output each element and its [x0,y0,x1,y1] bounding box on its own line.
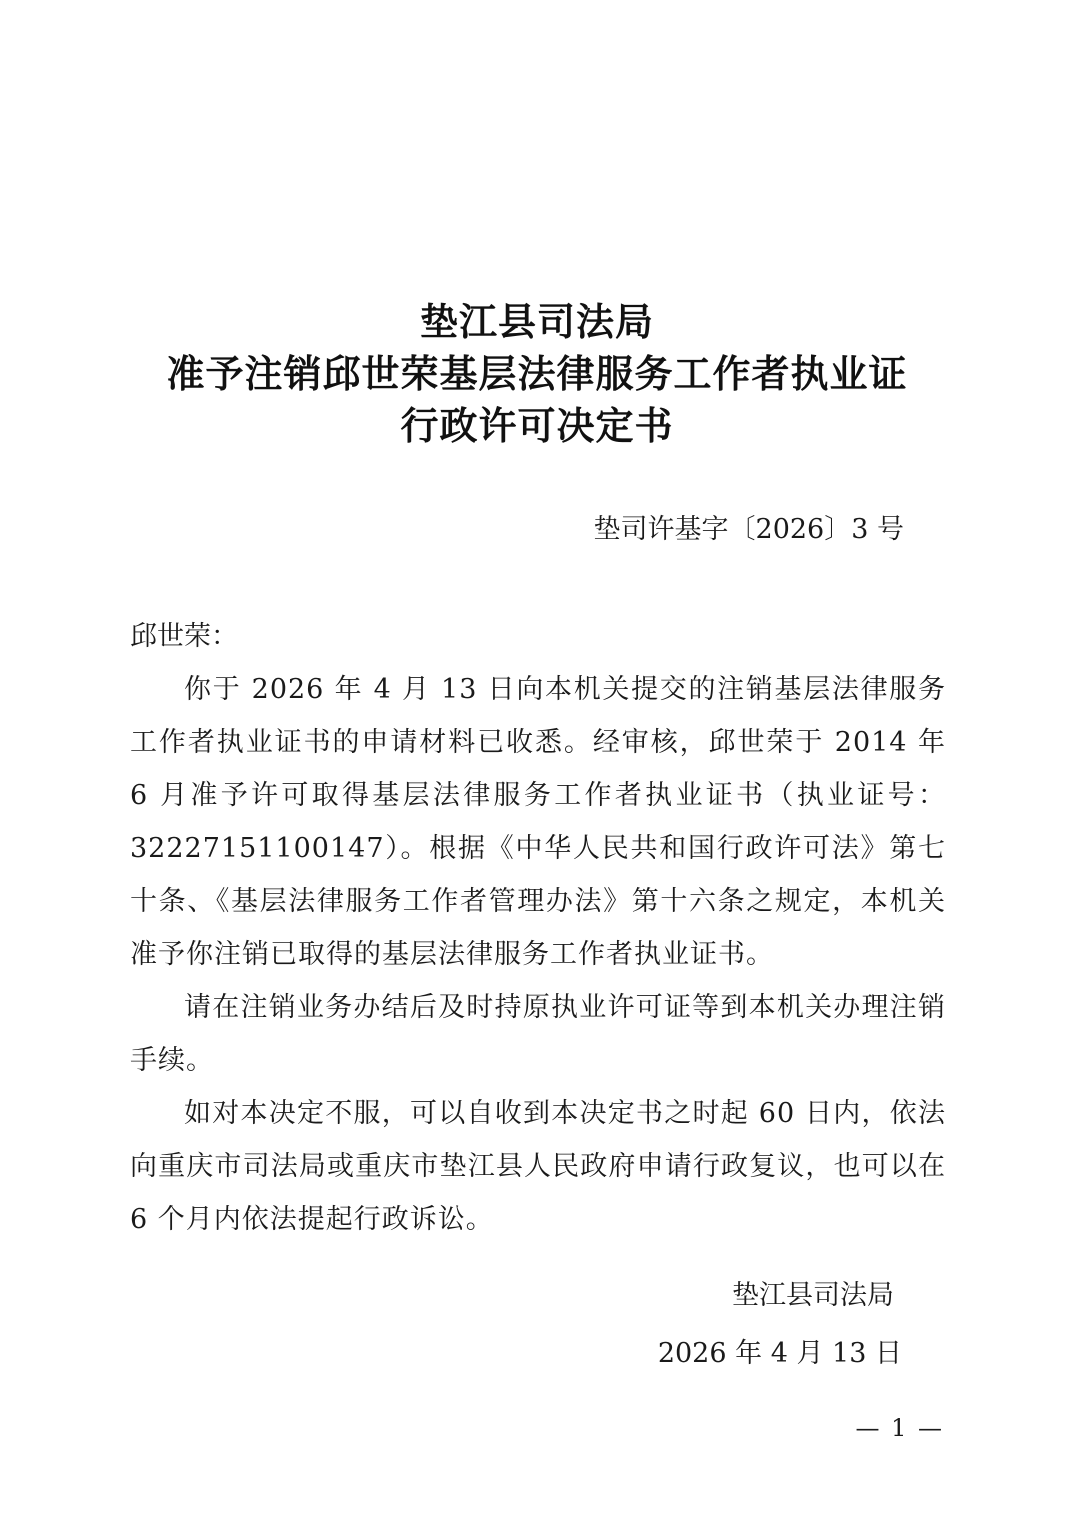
page-number: — 1 — [855,1414,944,1442]
body-paragraph-2: 请在注销业务办结后及时持原执业许可证等到本机关办理注销手续。 [130,992,946,1076]
title-line-3: 行政许可决定书 [400,403,674,448]
issue-date: 2026 年 4 月 13 日 [657,1338,902,1369]
document-body [130,610,946,1246]
body-paragraph-1: 你于 2026 年 4 月 13 日向本机关提交的注销基层法律服务工作者执业证书的申请材料已收悉。经审核，邱世荣于 2014 年 6 月准予许可取得基层法律服务工作者执业证书（执业证号：32227151100147）。根据《中华人民共和国行政许可法》第七十条、《基层法律服务工作者管理办法》第十六条之规定，本机关准予你注销已取得的基层法律服务工作者执业证书。 [130,674,946,970]
title-line-1: 垫江县司法局 [419,299,654,344]
body-paragraph-3: 如对本决定不服，可以自收到本决定书之时起 60 日内，依法向重庆市司法局或重庆市垫江县人民政府申请行政复议，也可以在 6 个月内依法提起行政诉讼。 [130,1098,946,1235]
title-line-2: 准予注销邱世荣基层法律服务工作者执业证 [166,351,908,396]
issuer-signature: 垫江县司法局 [732,1280,894,1311]
salutation: 邱世荣： [130,621,238,652]
document-title [130,296,944,452]
document-number: 垫司许基字〔2026〕3 号 [593,514,904,545]
